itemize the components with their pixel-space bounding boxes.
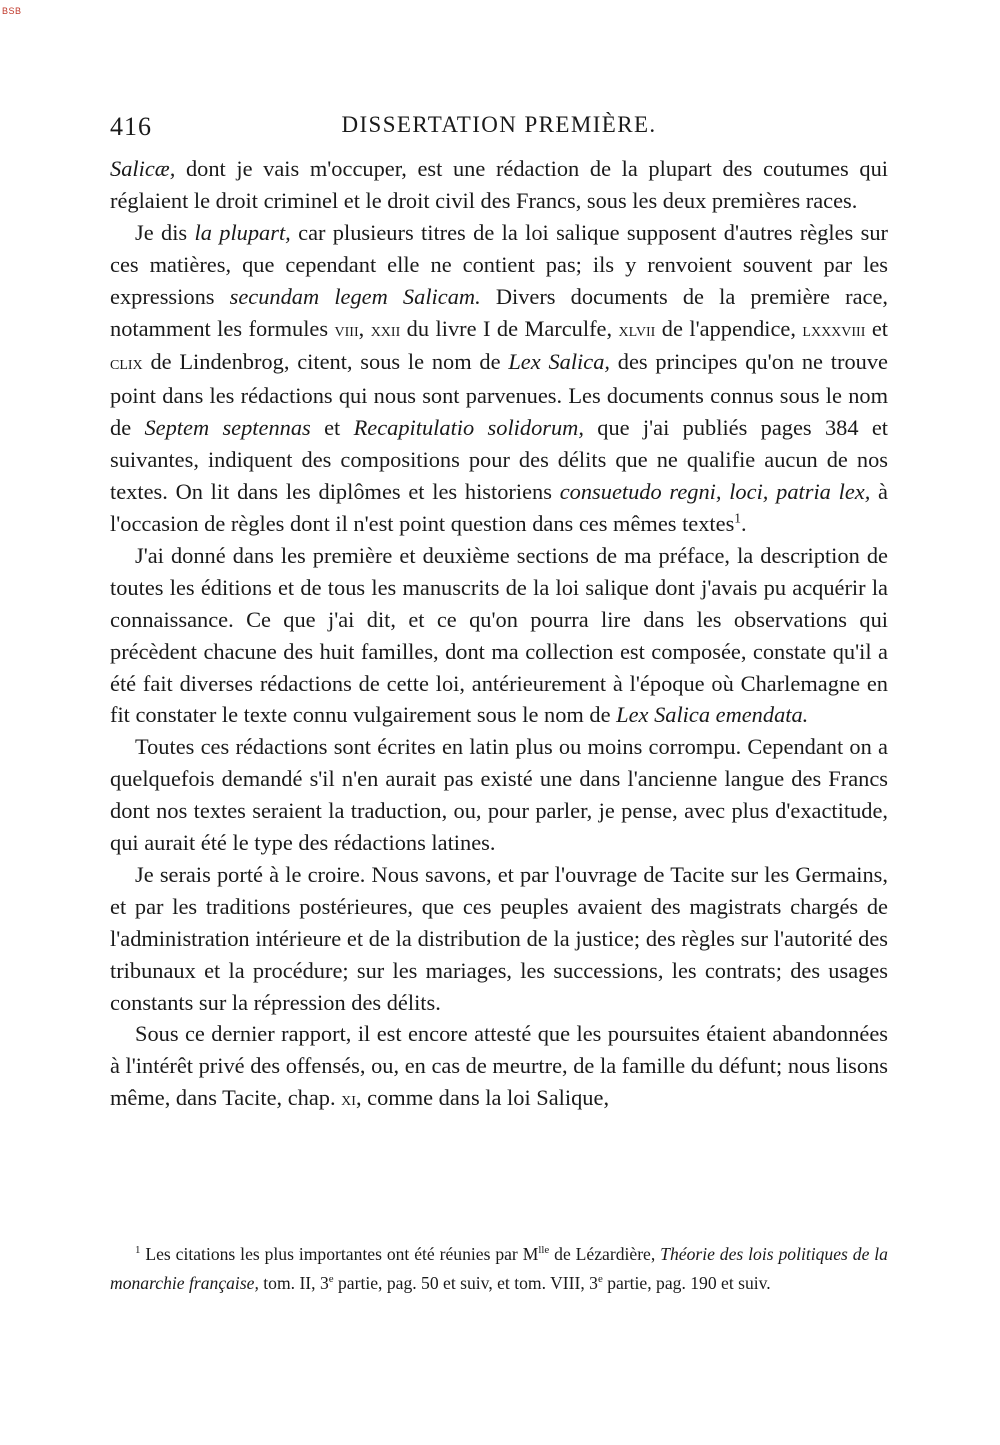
footnotes [110, 1240, 888, 1298]
small-caps-run: lxxxviii [802, 318, 866, 341]
text-run: de Lindenbrog, citent, sous le nom de [142, 349, 509, 375]
italic-run: Lex Salica, [508, 349, 611, 375]
italic-run: la plupart, [194, 219, 291, 245]
text-run: Toutes ces rédactions sont écrites en latin plus ou moins corrompu. Cependant on a quelquefois demandé s'il n'en aurait pas existé une dans l'ancienne langue des Francs dont nos textes seraient la traduction, ou, pour parler, je pense, avec plus d'exactitude, qui aurait été le type des rédactions latines. [110, 734, 888, 856]
text-run: de Lézardière, [549, 1244, 661, 1264]
text-run: à l'occasion de règles dont il n'est point question dans ces mêmes textes [110, 479, 888, 536]
text-run: Je dis [135, 219, 195, 245]
superscript-run: e [328, 1273, 334, 1286]
small-caps-run: xxii [370, 318, 401, 341]
paragraph [110, 217, 888, 540]
running-title: DISSERTATION PREMIÈRE. [341, 112, 657, 137]
small-caps-run: clix [110, 352, 143, 375]
text-run: car plusieurs titres de la loi salique supposent d'autres règles sur ces matières, que cependant elle ne contient pas; ils y renvoient souvent par les expressions [110, 219, 888, 309]
superscript-run: 1 [734, 510, 742, 526]
superscript-run: e [597, 1273, 603, 1286]
text-run: Les citations les plus importantes ont été réunies par M [140, 1244, 539, 1264]
text-run: partie, pag. 50 et suiv, et tom. VIII, 3 [333, 1273, 598, 1293]
page-number: 416 [110, 112, 152, 141]
italic-run: consuetudo regni, loci, patria lex, [559, 479, 871, 505]
paragraph [110, 731, 888, 859]
italic-run: Recapitulatio solidorum, [353, 415, 584, 441]
page-header [110, 112, 888, 148]
paragraph [110, 859, 888, 1019]
italic-run: Lex Salica emendata. [616, 702, 809, 728]
footnote [110, 1240, 888, 1298]
text-run: de l'appendice, [655, 315, 803, 341]
italic-run: Théorie des lois politiques de la monarchie française, [110, 1244, 888, 1293]
text-run: Sous ce dernier rapport, il est encore attesté que les poursuites étaient abandonnées à l'intérêt privé des offensés, ou, en cas de meurtre, de la famille du défunt; nous lisons même, dans Tacite, chap. [110, 1021, 888, 1111]
text-run: , [358, 315, 371, 341]
library-stamp: BSB [2, 6, 22, 16]
text-run: tom. II, 3 [258, 1273, 329, 1293]
text-run: des principes qu'on ne trouve point dans les rédactions qui nous sont parvenues. Les documents connus sous le nom de [110, 349, 888, 441]
text-run: et [310, 415, 354, 441]
superscript-run: 1 [135, 1244, 141, 1257]
italic-run: Salicæ, [110, 156, 176, 181]
text-run: J'ai donné dans les première et deuxième sections de ma préface, la description de toutes les éditions et de tous les manuscrits de la loi salique dont j'avais pu acquérir la connaissance. Ce que j'ai dit, et ce qu'on pourra lire dans les observations qui précèdent chacune des huit familles, dont ma collection est composée, constate qu'il a été fait diverses rédactions de cette loi, antérieurement à l'époque où Charlemagne en fit constater le texte connu vulgairement sous le nom de [110, 542, 888, 728]
small-caps-run: xi [341, 1088, 356, 1111]
text-run: , comme dans la loi Salique, [355, 1085, 610, 1111]
text-run: Je serais porté à le croire. Nous savons, et par l'ouvrage de Tacite sur les Germains, et par les traditions postérieures, que ces peuples avaient des magistrats chargés de l'administration intérieure et de la distribution de la justice; des règles sur l'autorité des tribunaux et la procédure; sur les mariages, les successions, les contrats; des usages constants sur la répression des délits. [110, 861, 888, 1015]
italic-run: secundam legem Salicam. [229, 283, 481, 309]
paragraph [110, 540, 888, 731]
text-run: Divers documents de la première race, notamment les formules [110, 283, 888, 341]
paragraph [110, 153, 888, 217]
text-run: et [865, 315, 888, 341]
superscript-run: lle [538, 1244, 550, 1257]
small-caps-run: viii [334, 318, 359, 341]
text-run: dont je vais m'occuper, est une rédaction de la plupart des coutumes qui réglaient le droit criminel et le droit civil des Francs, sous les deux premières races. [110, 156, 888, 213]
small-caps-run: xlvii [618, 318, 656, 341]
paragraph [110, 1018, 888, 1116]
italic-run: Septem septennas [144, 415, 311, 441]
body-text [110, 153, 888, 1116]
text-run: partie, pag. 190 et suiv. [602, 1273, 771, 1293]
text-run: . [741, 510, 747, 536]
text-run: du livre I de Marculfe, [400, 315, 619, 341]
text-run: que j'ai publiés pages 384 et suivantes, indiquent des compositions pour des délits que ne qualifie aucun de nos textes. On lit dans les diplômes et les historiens [110, 415, 889, 505]
